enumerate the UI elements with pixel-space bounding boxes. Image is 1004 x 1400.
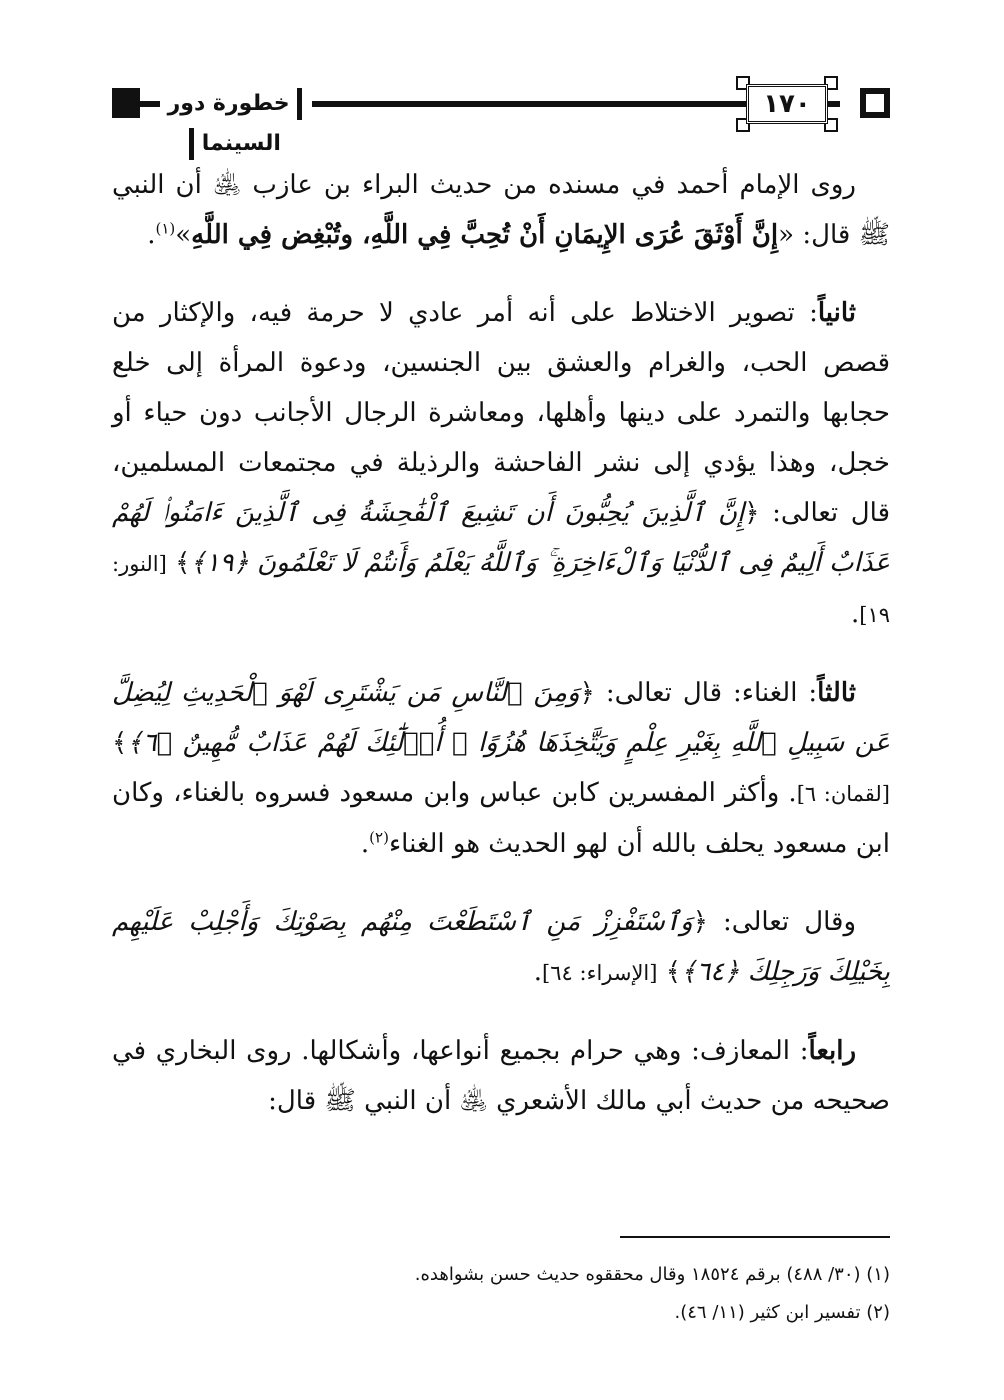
text: : المعازف: وهي حرام بجميع أنواعها، وأشكالها. روى البخاري في صحيحه من حديث أبي مالك الأشعري ﵁ أن النبي ﷺ قال: [112,1036,890,1116]
footnote-separator [620,1236,890,1238]
running-title-text: خطورة دور السينما [167,91,290,156]
page-header [112,76,890,156]
text: : تصوير الاختلاط على أنه أمر عادي لا حرمة فيه، والإكثار من قصص الحب، والغرام والعشق بين الجنسين، ودعوة المرأة إلى خلع حجابها والتمرد على دينها وأهلها، ومعاشرة الرجال الأجانب دون حياء أو خجل، وهذا يؤدي إلى نشر الفاحشة والرذيلة في مجتمعات المسلمين، قال تعالى: ﴿ [112,298,890,528]
paragraph-2 [112,288,890,640]
running-title [160,84,310,156]
title-bar-right [189,128,194,160]
footnote-marker: (١) [155,219,176,238]
text: » [175,220,192,250]
text: : الغناء: قال تعالى: ﴿ [579,678,818,708]
text: ﴾ [112,728,128,758]
paragraph-4 [112,897,890,998]
page-number: ١٧٠ [763,89,811,119]
title-bar-left [297,88,302,120]
section-lead: رابعاً [808,1036,856,1066]
text: . وأكثر المفسرين كابن عباس وابن مسعود فسروه بالغناء، وكان ابن مسعود يحلف بالله أن لهو الحديث هو الغناء [112,778,890,859]
verse-reference: [النور: ١٩] [112,552,890,627]
text: روى الإمام أحمد في مسنده من حديث البراء بن عازب ﵁ أن النبي ﷺ قال: « [112,170,890,250]
text: . [360,829,370,859]
footnote-marker: (٢) [369,828,389,847]
text: ﴾ [657,957,681,987]
footnote-2: (٢) تفسير ابن كثير (١١/ ٤٦). [674,1302,890,1323]
text: . [850,599,860,629]
header-ornament-square-right [860,88,890,118]
verse-reference: [لقمان: ٦] [796,782,890,806]
hadith-quote: إِنَّ أَوْثَقَ عُرَى الإِيمَانِ أَنْ تُحِبَّ فِي اللَّهِ، وتُبْغِض فِي اللَّهِ [191,220,779,250]
text: . [147,220,156,250]
quran-verse: وَٱسْتَفْزِزْ مَنِ ٱسْتَطَعْتَ مِنْهُم بِصَوْتِكَ وَأَجْلِبْ عَلَيْهِم بِخَيْلِكَ وَرَجِلِكَ ﴿٦٤﴾ [112,907,890,987]
text: ﴾ [166,548,191,578]
header-ornament-square-left [112,88,140,118]
text: . [533,957,543,987]
paragraph-1 [112,160,890,260]
section-lead: ثالثاً [817,678,856,708]
footnote-1: (١) (٣٠/ ٤٨٨) برقم ١٨٥٢٤ وقال محققوه حديث حسن بشواهده. [414,1264,890,1285]
quran-verse: وَمِنَ ٱلنَّاسِ مَن يَشْتَرِى لَهْوَ ٱلْحَدِيثِ لِيُضِلَّ عَن سَبِيلِ ٱللَّهِ بِغَيْرِ عِلْمٍ وَيَتَّخِذَهَا هُزُوًا ۚ أُو۟لَٰٓئِكَ لَهُمْ عَذَابٌ مُّهِينٌ ﴿٦﴾ [112,678,890,758]
text: وقال تعالى: ﴿ [692,907,856,937]
header-rule [140,101,160,107]
page-number-frame [732,76,842,132]
body-text [112,160,890,1154]
paragraph-3 [112,668,890,869]
verse-reference: [الإسراء: ٦٤] [542,961,658,985]
footnotes [112,1256,890,1332]
paragraph-5 [112,1026,890,1126]
section-lead: ثانياً [817,298,856,328]
quran-verse: إِنَّ ٱلَّذِينَ يُحِبُّونَ أَن تَشِيعَ ٱلْفَٰحِشَةُ فِى ٱلَّذِينَ ءَامَنُوا۟ لَهُمْ عَذَابٌ أَلِيمٌ فِى ٱلدُّنْيَا وَٱلْءَاخِرَةِ ۚ وَٱللَّهُ يَعْلَمُ وَأَنتُمْ لَا تَعْلَمُونَ ﴿١٩﴾ [112,498,890,578]
